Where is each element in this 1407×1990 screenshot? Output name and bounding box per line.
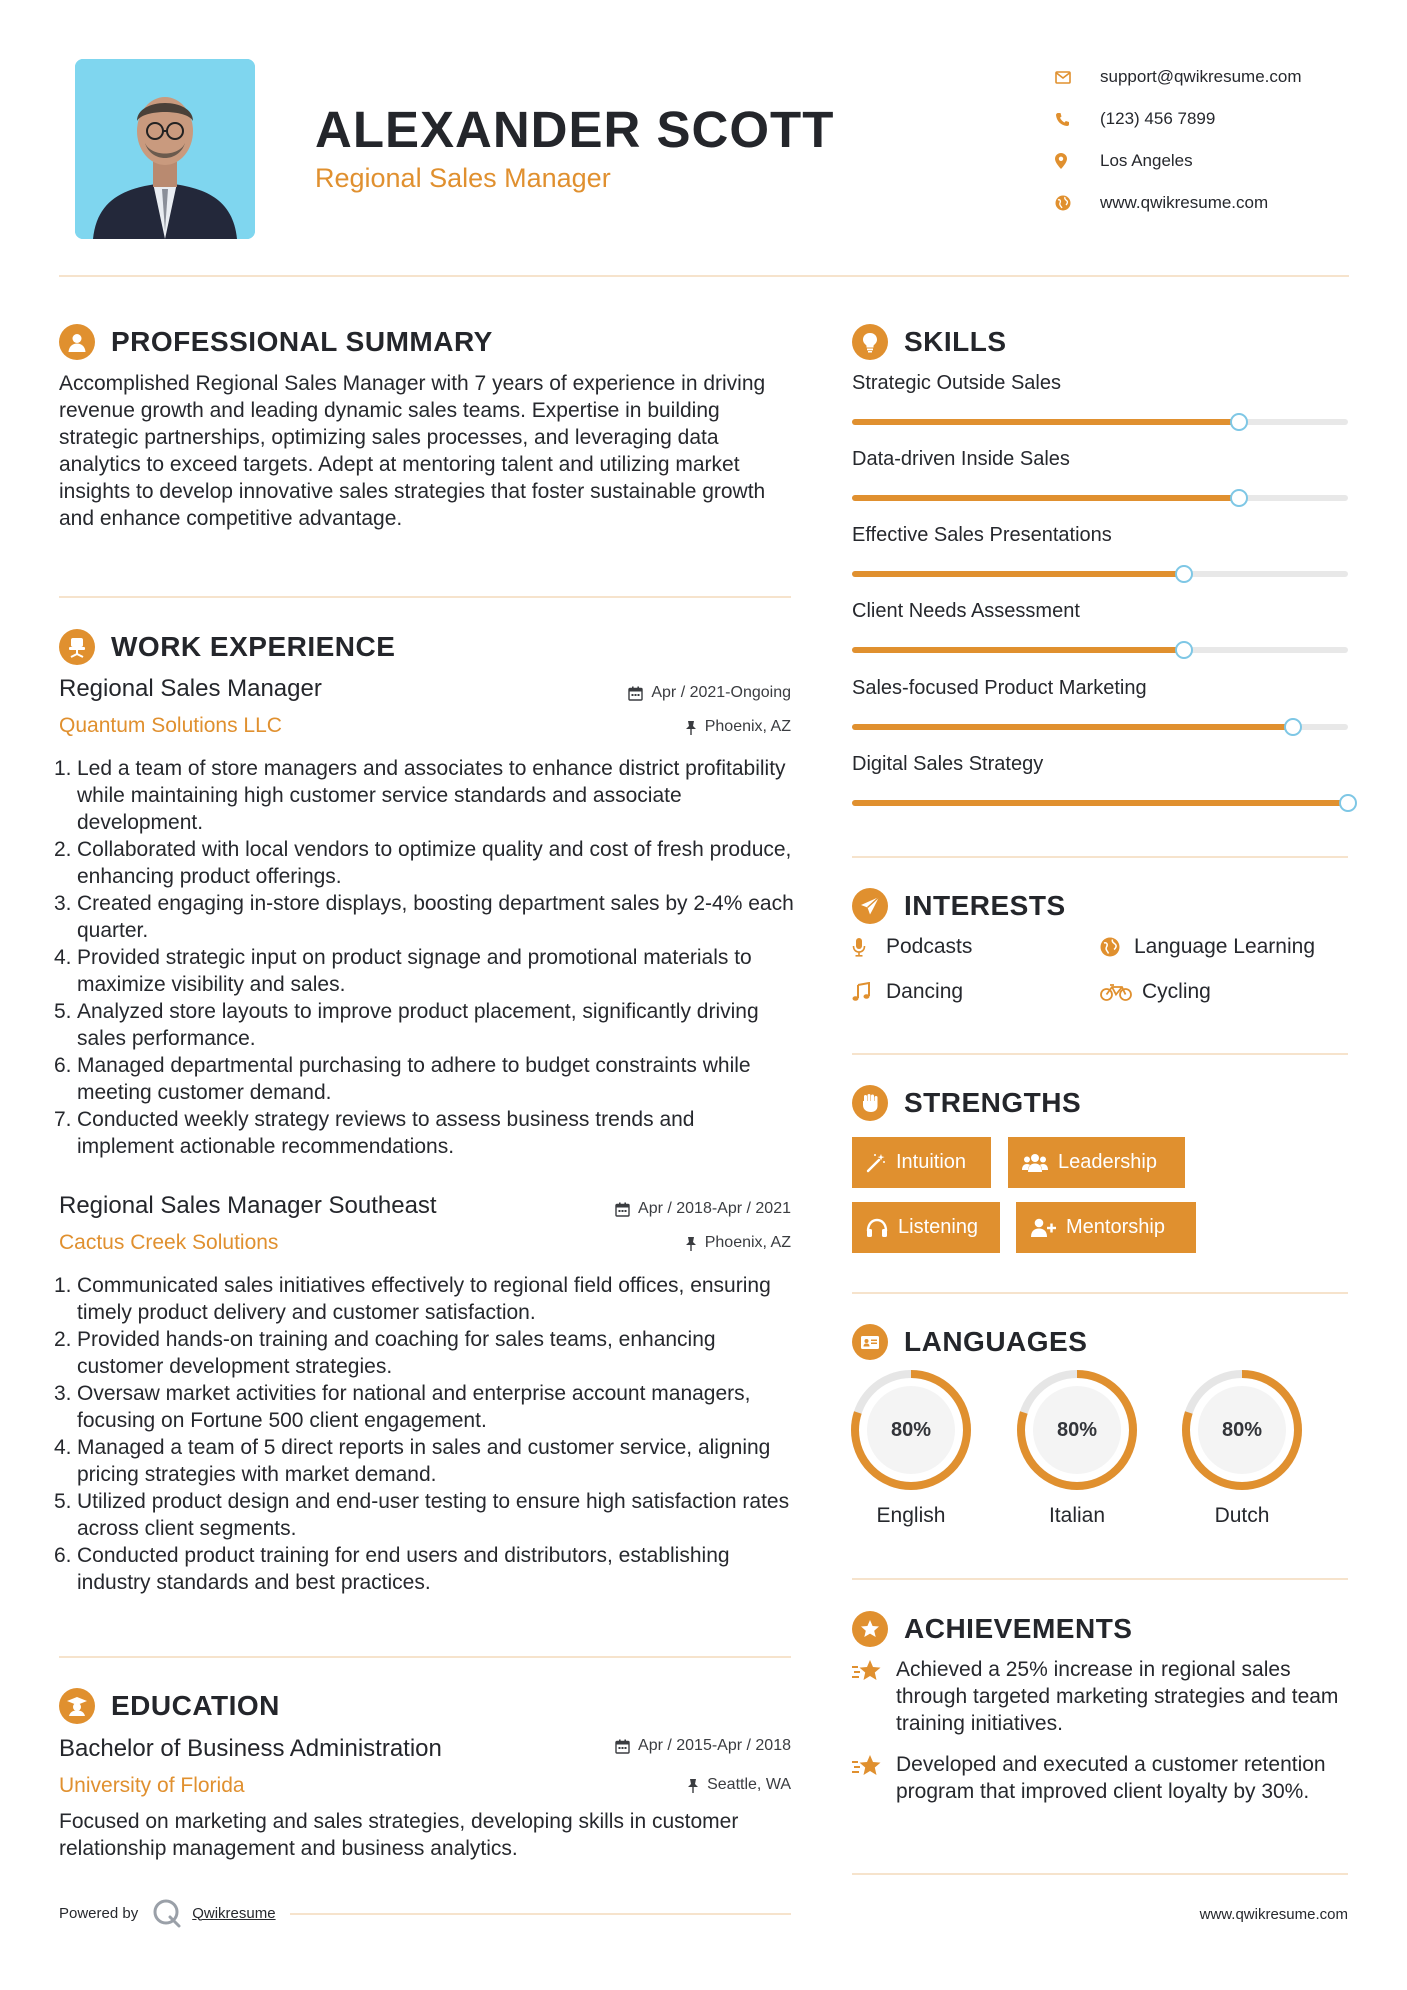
job-1-location bbox=[685, 718, 791, 736]
star-icon bbox=[852, 1751, 896, 1805]
skill-bar bbox=[852, 571, 1348, 577]
contact-email[interactable] bbox=[1055, 56, 1375, 98]
job-1-company: Quantum Solutions LLC bbox=[59, 714, 282, 737]
skill-bar-fill bbox=[852, 724, 1293, 730]
user-icon bbox=[59, 324, 95, 360]
candidate-title: Regional Sales Manager bbox=[315, 163, 611, 193]
skill-bar bbox=[852, 647, 1348, 653]
list-item: 2. Collaborated with local vendors to optimize quality and cost of fresh produce, enhancing product offerings. bbox=[54, 838, 792, 888]
header-divider bbox=[59, 275, 1349, 277]
fist-icon bbox=[852, 1085, 888, 1121]
list-item: 7. Conducted weekly strategy reviews to assess business trends and implement actionable recommendations. bbox=[54, 1108, 695, 1158]
strengths-title: STRENGTHS bbox=[904, 1087, 1082, 1118]
education-school: University of Florida bbox=[59, 1774, 245, 1797]
contact-location-text: Los Angeles bbox=[1100, 151, 1193, 170]
skill-name: Data-driven Inside Sales bbox=[852, 448, 1070, 470]
job-2-company: Cactus Creek Solutions bbox=[59, 1231, 279, 1254]
experience-divider bbox=[59, 1656, 791, 1658]
headphones-icon bbox=[866, 1218, 888, 1238]
envelope-icon bbox=[1055, 71, 1085, 84]
list-item: 4. Managed a team of 5 direct reports in sales and customer service, aligning pricing strategies with market demand. bbox=[54, 1436, 771, 1486]
language-name: Dutch bbox=[1214, 1504, 1270, 1527]
summary-title: PROFESSIONAL SUMMARY bbox=[111, 326, 493, 357]
interests-title: INTERESTS bbox=[904, 890, 1066, 921]
language-name: English bbox=[876, 1504, 946, 1527]
interests-heading bbox=[852, 888, 1066, 924]
education-dates-text: Apr / 2015-Apr / 2018 bbox=[638, 1737, 791, 1754]
achievements-title: ACHIEVEMENTS bbox=[904, 1613, 1133, 1644]
languages-divider bbox=[852, 1578, 1348, 1580]
skill-name: Effective Sales Presentations bbox=[852, 524, 1112, 546]
skill-bar-knob[interactable] bbox=[1175, 565, 1193, 583]
pushpin-icon bbox=[685, 720, 697, 735]
strengths-heading bbox=[852, 1085, 1081, 1121]
contact-website-text: www.qwikresume.com bbox=[1100, 193, 1269, 212]
skills-divider bbox=[852, 856, 1348, 858]
footer-powered-by bbox=[59, 1898, 276, 1928]
interest-label: Cycling bbox=[1142, 980, 1211, 1003]
job-2-dates bbox=[615, 1200, 791, 1218]
job-2-dates-text: Apr / 2018-Apr / 2021 bbox=[638, 1200, 791, 1217]
job-1-dates bbox=[628, 684, 791, 702]
skill-name: Strategic Outside Sales bbox=[852, 372, 1061, 394]
brand-link[interactable]: Qwikresume bbox=[192, 1904, 276, 1922]
strength-label: Intuition bbox=[896, 1151, 967, 1173]
list-item: 1. Communicated sales initiatives effectively to regional field offices, ensuring timely product delivery and customer satisfaction. bbox=[54, 1274, 771, 1324]
contact-list bbox=[1055, 56, 1375, 224]
education-location-text: Seattle, WA bbox=[707, 1776, 791, 1793]
skill-bar bbox=[852, 419, 1348, 425]
magic-wand-icon bbox=[866, 1153, 886, 1173]
contact-phone-text: (123) 456 7899 bbox=[1100, 109, 1216, 128]
candidate-name: ALEXANDER SCOTT bbox=[315, 101, 835, 158]
achievements-divider bbox=[852, 1873, 1348, 1875]
calendar-icon bbox=[615, 1202, 630, 1217]
strength-mentorship bbox=[1016, 1202, 1196, 1253]
profile-photo bbox=[75, 59, 255, 239]
contact-phone[interactable] bbox=[1055, 98, 1375, 140]
list-item: 4. Provided strategic input on product signage and promotional materials to maximize visibility and sales. bbox=[54, 946, 752, 996]
footer-divider bbox=[290, 1913, 791, 1915]
bicycle-icon bbox=[1100, 983, 1134, 1001]
footer-url[interactable]: www.qwikresume.com bbox=[1199, 1906, 1348, 1923]
id-card-icon bbox=[852, 1324, 888, 1360]
language-ring bbox=[1015, 1368, 1139, 1492]
skill-bar-fill bbox=[852, 647, 1184, 653]
skill-item bbox=[852, 753, 1348, 806]
list-item: 5. Analyzed store layouts to improve product placement, significantly driving sales performance. bbox=[54, 1000, 759, 1050]
music-note-icon bbox=[852, 982, 878, 1002]
job-1-title: Regional Sales Manager bbox=[59, 675, 322, 702]
skill-bar-fill bbox=[852, 495, 1239, 501]
skill-item bbox=[852, 524, 1348, 577]
skill-bar-knob[interactable] bbox=[1339, 794, 1357, 812]
strength-label: Mentorship bbox=[1066, 1216, 1165, 1238]
language-ring bbox=[849, 1368, 973, 1492]
globe-icon bbox=[1100, 937, 1126, 957]
microphone-icon bbox=[852, 937, 878, 957]
language-item bbox=[1180, 1368, 1304, 1528]
list-item: 2. Provided hands-on training and coaching for sales teams, enhancing customer development strategies. bbox=[54, 1328, 716, 1378]
job-1-bullets bbox=[54, 755, 797, 1160]
language-name: Italian bbox=[1048, 1504, 1106, 1527]
star-badge-icon bbox=[852, 1611, 888, 1647]
contact-location bbox=[1055, 140, 1375, 182]
interest-label: Dancing bbox=[886, 980, 964, 1003]
paper-plane-icon bbox=[852, 888, 888, 924]
pushpin-icon bbox=[687, 1778, 699, 1793]
strength-listening bbox=[852, 1202, 1000, 1253]
interest-podcasts bbox=[852, 935, 972, 959]
job-2-location bbox=[685, 1234, 791, 1252]
qwikresume-logo-icon bbox=[152, 1898, 182, 1928]
job-2-location-text: Phoenix, AZ bbox=[704, 1234, 791, 1251]
skill-name: Digital Sales Strategy bbox=[852, 753, 1044, 775]
list-item: 5. Utilized product design and end-user testing to ensure high satisfaction rates across client segments. bbox=[54, 1490, 790, 1540]
language-item bbox=[849, 1368, 973, 1528]
skill-bar bbox=[852, 800, 1348, 806]
strengths-divider bbox=[852, 1292, 1348, 1294]
job-1-dates-text: Apr / 2021-Ongoing bbox=[651, 684, 791, 701]
list-item: 6. Conducted product training for end users and distributors, establishing industry standards and best practices. bbox=[54, 1544, 730, 1594]
skill-bar-fill bbox=[852, 419, 1239, 425]
summary-text: Accomplished Regional Sales Manager with 7 years of experience in driving revenue growth and leading dynamic sales teams. Expertise in building strategic partnerships, optimizing sales processes, and leveraging data analytics to exceed targets. Adept at mentoring talent and utilizing market insights to develop innovative sales strategies that foster sustainable growth and enhance competitive advantage. bbox=[59, 372, 766, 530]
list-item: 6. Managed departmental purchasing to adhere to budget constraints while meeting customer demand. bbox=[54, 1054, 751, 1104]
job-2-bullets bbox=[54, 1272, 797, 1596]
pushpin-icon bbox=[685, 1236, 697, 1251]
language-ring bbox=[1180, 1368, 1304, 1492]
lightbulb-icon bbox=[852, 324, 888, 360]
skills-title: SKILLS bbox=[904, 326, 1007, 357]
list-item: 3. Oversaw market activities for national and enterprise account managers, focusing on Fortune 500 client engagement. bbox=[54, 1382, 751, 1432]
skills-heading bbox=[852, 324, 1007, 360]
users-icon bbox=[1022, 1153, 1048, 1173]
user-plus-icon bbox=[1030, 1218, 1056, 1238]
education-heading bbox=[59, 1688, 280, 1724]
skill-bar-fill bbox=[852, 800, 1348, 806]
skill-bar-knob[interactable] bbox=[1175, 641, 1193, 659]
phone-icon bbox=[1055, 112, 1085, 127]
skill-bar-knob[interactable] bbox=[1230, 489, 1248, 507]
language-percent: 80% bbox=[1221, 1419, 1263, 1441]
job-1-location-text: Phoenix, AZ bbox=[704, 718, 791, 735]
globe-icon bbox=[1055, 195, 1085, 211]
summary-heading bbox=[59, 324, 493, 360]
map-pin-icon bbox=[1055, 153, 1085, 169]
contact-email-text: support@qwikresume.com bbox=[1100, 67, 1302, 86]
strength-intuition bbox=[852, 1137, 991, 1188]
skill-bar-knob[interactable] bbox=[1230, 413, 1248, 431]
languages-title: LANGUAGES bbox=[904, 1326, 1088, 1357]
skill-item bbox=[852, 600, 1348, 653]
list-item: 3. Created engaging in-store displays, boosting department sales by 2-4% each quarter. bbox=[54, 892, 794, 942]
interest-language-learning bbox=[1100, 935, 1315, 959]
star-icon bbox=[852, 1656, 896, 1737]
skill-name: Sales-focused Product Marketing bbox=[852, 677, 1147, 699]
strength-label: Listening bbox=[898, 1216, 979, 1238]
education-title: EDUCATION bbox=[111, 1690, 280, 1721]
list-item: 1. Led a team of store managers and associates to enhance district profitability while maintaining high customer service standards and associate development. bbox=[54, 757, 786, 834]
graduate-icon bbox=[59, 1688, 95, 1724]
contact-website[interactable] bbox=[1055, 182, 1375, 224]
language-percent: 80% bbox=[1056, 1419, 1098, 1441]
skill-bar-knob[interactable] bbox=[1284, 718, 1302, 736]
achievement-text: Developed and executed a customer retention program that improved client loyalty by 30%. bbox=[896, 1753, 1326, 1803]
powered-by-text: Powered by bbox=[59, 1904, 139, 1922]
education-location bbox=[687, 1776, 791, 1794]
interest-cycling bbox=[1100, 980, 1211, 1004]
skill-item bbox=[852, 677, 1348, 730]
language-percent: 80% bbox=[890, 1419, 932, 1441]
skill-bar-fill bbox=[852, 571, 1184, 577]
interest-dancing bbox=[852, 980, 963, 1004]
skill-bar bbox=[852, 495, 1348, 501]
summary-divider bbox=[59, 596, 791, 598]
achievement-item bbox=[852, 1656, 1362, 1737]
chair-icon bbox=[59, 629, 95, 665]
achievements-heading bbox=[852, 1611, 1132, 1647]
skill-bar bbox=[852, 724, 1348, 730]
skill-name: Client Needs Assessment bbox=[852, 600, 1080, 622]
languages-heading bbox=[852, 1324, 1087, 1360]
skill-item bbox=[852, 372, 1348, 425]
calendar-icon bbox=[615, 1739, 630, 1754]
education-dates bbox=[615, 1737, 791, 1755]
experience-title: WORK EXPERIENCE bbox=[111, 631, 396, 662]
strength-leadership bbox=[1008, 1137, 1185, 1188]
job-2-title: Regional Sales Manager Southeast bbox=[59, 1192, 437, 1219]
calendar-icon bbox=[628, 686, 643, 701]
interest-label: Podcasts bbox=[886, 935, 973, 958]
skill-item bbox=[852, 448, 1348, 501]
education-degree: Bachelor of Business Administration bbox=[59, 1735, 442, 1762]
interest-label: Language Learning bbox=[1134, 935, 1316, 958]
strength-label: Leadership bbox=[1058, 1151, 1157, 1173]
education-text: Focused on marketing and sales strategies, developing skills in customer relationship management and business analytics. bbox=[59, 1810, 739, 1860]
achievement-text: Achieved a 25% increase in regional sales through targeted marketing strategies and team training initiatives. bbox=[896, 1658, 1339, 1735]
experience-heading bbox=[59, 629, 395, 665]
achievement-item bbox=[852, 1751, 1362, 1805]
interests-divider bbox=[852, 1053, 1348, 1055]
language-item bbox=[1015, 1368, 1139, 1528]
